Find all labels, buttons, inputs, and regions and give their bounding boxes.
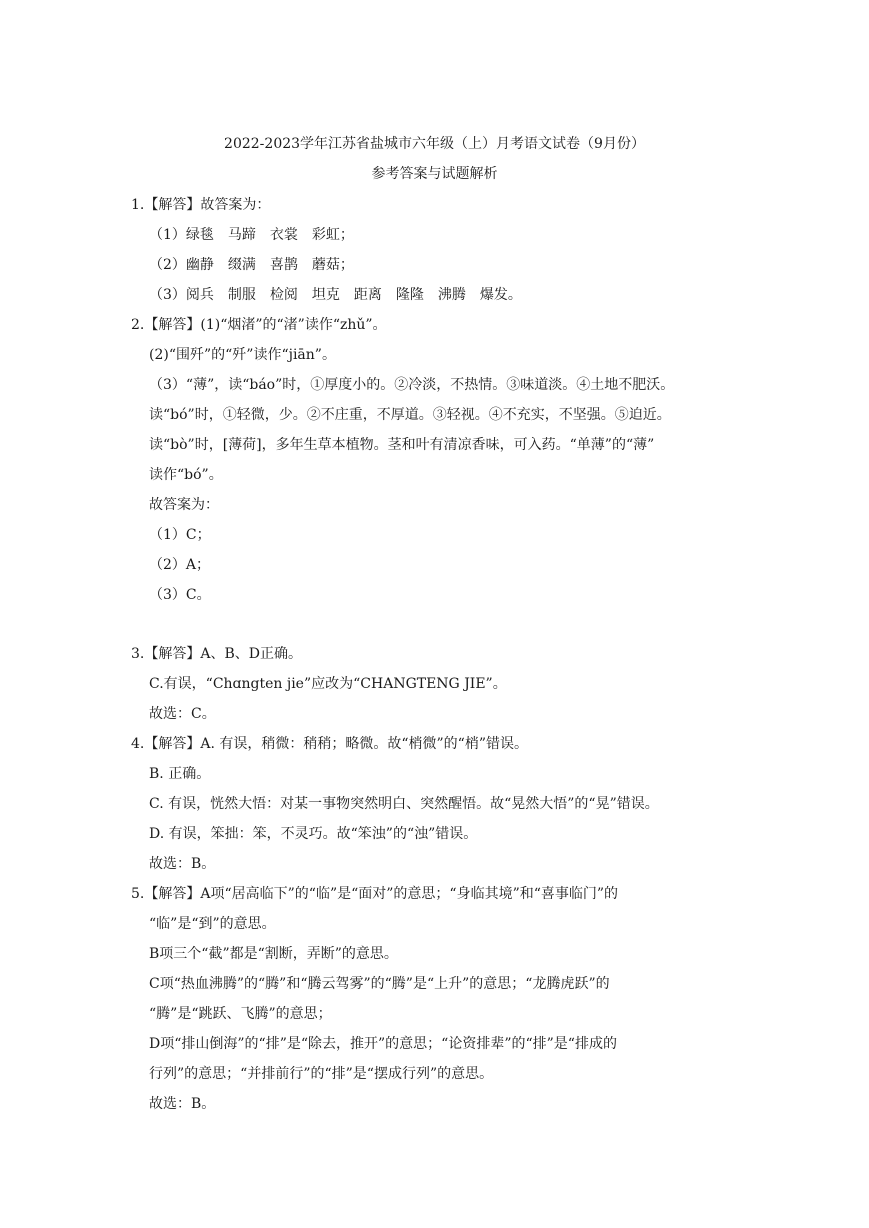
- answer-5-line: 故选：B。: [149, 1096, 216, 1112]
- answer-5-line: 行列”的意思；“并排前行”的“排”是“摆成行列”的意思。: [149, 1066, 494, 1082]
- answer-1-line: （1）绿毯 马蹄 衣裳 彩虹；: [149, 227, 354, 243]
- answer-2-line: （1）C；: [149, 527, 211, 543]
- answer-4-line: B. 正确。: [149, 766, 211, 782]
- answer-4-line: 故选：B。: [149, 856, 216, 872]
- answer-2-line: 读“bò”时，[薄荷]，多年生草本植物。茎和叶有清凉香味，可入药。“单薄”的“薄”: [149, 437, 655, 453]
- answer-2-line: 读“bó”时，①轻微，少。②不庄重，不厚道。③轻视。④不充实，不坚强。⑤迫近。: [149, 407, 671, 423]
- answer-5-line: “腾”是“跳跃、飞腾”的意思；: [149, 1006, 332, 1022]
- answer-3-line: 故选：C。: [149, 706, 216, 722]
- answer-2-line: （3）“薄”，读“báo”时，①厚度小的。②冷淡，不热情。③味道淡。④土地不肥沃。: [149, 377, 675, 393]
- answer-1-line: （3）阅兵 制服 检阅 坦克 距离 隆隆 沸腾 爆发。: [149, 287, 522, 303]
- answer-5-heading: 5.【解答】A项“居高临下”的“临”是“面对”的意思；“身临其境”和“喜事临门”的: [131, 886, 619, 902]
- answer-5-line: “临”是“到”的意思。: [149, 916, 276, 932]
- document-subtitle: 参考答案与试题解析: [371, 166, 498, 182]
- answer-3-line: C.有误，“Chɑngten jie”应改为“CHANGTENG JIE”。: [149, 676, 507, 692]
- answer-4-heading: 4.【解答】A. 有误，稍微：稍稍；略微。故“梢微”的“梢”错误。: [131, 736, 528, 752]
- document-title: 2022-2023学年江苏省盐城市六年级（上）月考语文试卷（9月份）: [224, 136, 645, 152]
- answer-5-line: C项“热血沸腾”的“腾”和“腾云驾雾”的“腾”是“上升”的意思；“龙腾虎跃”的: [149, 976, 610, 992]
- answer-2-line: (2)“围歼”的“歼”读作“jiān”。: [149, 347, 336, 363]
- answer-2-line: （3）C。: [149, 587, 211, 603]
- answer-5-line: D项“排山倒海”的“排”是“除去，推开”的意思；“论资排辈”的“排”是“排成的: [149, 1036, 617, 1052]
- answer-2-line: 读作“bó”。: [149, 467, 223, 483]
- answer-2-line: 故答案为：: [149, 497, 219, 513]
- answer-1-line: （2）幽静 缀满 喜鹊 蘑菇；: [149, 257, 354, 273]
- answer-1-heading: 1.【解答】故答案为：: [131, 197, 271, 213]
- answer-2-line: （2）A；: [149, 557, 211, 573]
- answer-2-heading: 2.【解答】(1)“烟渚”的“渚”读作“zhǔ”。: [131, 317, 387, 333]
- answer-3-heading: 3.【解答】A、B、D正确。: [131, 646, 302, 662]
- answer-4-line: C. 有误，恍然大悟：对某一事物突然明白、突然醒悟。故“晃然大悟”的“晃”错误。: [149, 796, 659, 812]
- answer-4-line: D. 有误，笨拙：笨，不灵巧。故“笨浊”的“浊”错误。: [149, 826, 478, 842]
- answer-5-line: B项三个“截”都是“割断，弄断”的意思。: [149, 946, 398, 962]
